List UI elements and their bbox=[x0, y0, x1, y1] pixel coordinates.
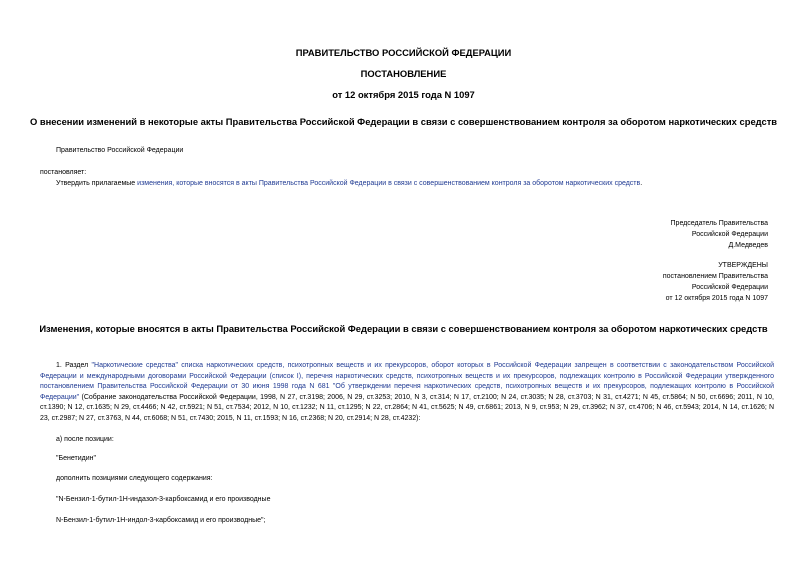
p1-sources: (Собрание законодательства Российской Федерации, 1998, N 27, ст.3198; 2006, N 29, ст.3253; 2010, N 3, ст.314; N 17, ст.2100; N 24, ст.3035; N 28, ст.3703; N 31, ст.4271; N 45, ст.5864; N 50, ст.6696; 2011, N 10, ст.1390; N 12, ст.1635; N 29, ст.4466; N 42, ст.5921; N 51, ст.7534; 2012, N 10, ст.1232; N 11, ст.1295; N 22, ст.2864; N 41, ст.5625; N 49, ст.6861; 2013, N 9, ст.953; N 29, ст.3962; N 37, ст.4706; N 46, ст.5943; 2014, N 14, ст.1626; N 23, ст.2987; N 27, ст.3763, N 44, ст.6068; N 51, ст.7430; 2015, N 11, ст.1593; N 16, ст.2368; N 20, ст.2914; N 28, ст.4232): bbox=[40, 393, 774, 422]
approve-changes-link[interactable]: изменения, которые вносятся в акты Правительства Российской Федерации в связи с совершенствованием контроля за оборотом наркотических средств bbox=[137, 180, 641, 187]
approve-paragraph bbox=[56, 180, 642, 187]
signature-name: Д.Медведев bbox=[728, 242, 768, 249]
narcotic-section-link[interactable]: "Наркотические средства" списка наркотических средств, психотропных веществ и их прекурсоров, оборот которых в Российской Федерации запрещен в соответствии с законодательством Российской Федерации и международными договорами Российской Федерации (список I), перечня наркотических средств, психотропных веществ и их прекурсоров, подлежащих контролю в Российской Федерации утвержденного постановлением Правительства Российской Федерации от 30 июня 1998 года N 681 "Об утверждении перечня наркотических средств, психотропных веществ и их прекурсоров, подлежащих контролю в Российской Федерации" bbox=[40, 362, 774, 401]
approval-by: постановлением Правительства bbox=[662, 273, 768, 280]
approval-status: УТВЕРЖДЕНЫ bbox=[718, 262, 768, 269]
quote-indazole: "N-Бензил-1-бутил-1Н-индазол-3-карбоксамид и его производные bbox=[56, 496, 271, 503]
add-positions-text: дополнить позициями следующего содержания: bbox=[56, 475, 213, 482]
approve-prefix: Утвердить прилагаемые bbox=[56, 180, 138, 187]
p1-prefix: 1. Раздел bbox=[56, 362, 92, 369]
preamble-subject: Правительство Российской Федерации bbox=[56, 147, 184, 154]
document-type: ПОСТАНОВЛЕНИЕ bbox=[360, 68, 447, 79]
changes-paragraph-1 bbox=[40, 361, 774, 424]
government-heading: ПРАВИТЕЛЬСТВО РОССИЙСКОЙ ФЕДЕРАЦИИ bbox=[295, 47, 512, 58]
document-title: О внесении изменений в некоторые акты Правительства Российской Федерации в связи с совершенствованием контроля за оборотом наркотических средств bbox=[29, 116, 778, 127]
document-date-number: от 12 октября 2015 года N 1097 bbox=[332, 89, 475, 100]
quote-benethidine: "Бенетидин" bbox=[56, 455, 96, 462]
changes-title: Изменения, которые вносятся в акты Правительства Российской Федерации в связи с совершенствованием контроля за оборотом наркотических средств bbox=[39, 323, 768, 334]
approval-block bbox=[663, 260, 768, 304]
signature-position: Председатель Правительства bbox=[670, 220, 768, 227]
preamble-resolves: постановляет: bbox=[40, 169, 87, 176]
quote-indole: N-Бензил-1-бутил-1Н-индол-3-карбоксамид и его производные"; bbox=[56, 517, 266, 524]
approval-country: Российской Федерации bbox=[691, 284, 768, 291]
item-a: а) после позиции: bbox=[56, 436, 114, 443]
approve-suffix: . bbox=[640, 180, 643, 187]
approval-date: от 12 октября 2015 года N 1097 bbox=[665, 295, 768, 302]
signature-country: Российской Федерации bbox=[691, 231, 768, 238]
signature-block bbox=[671, 218, 768, 251]
